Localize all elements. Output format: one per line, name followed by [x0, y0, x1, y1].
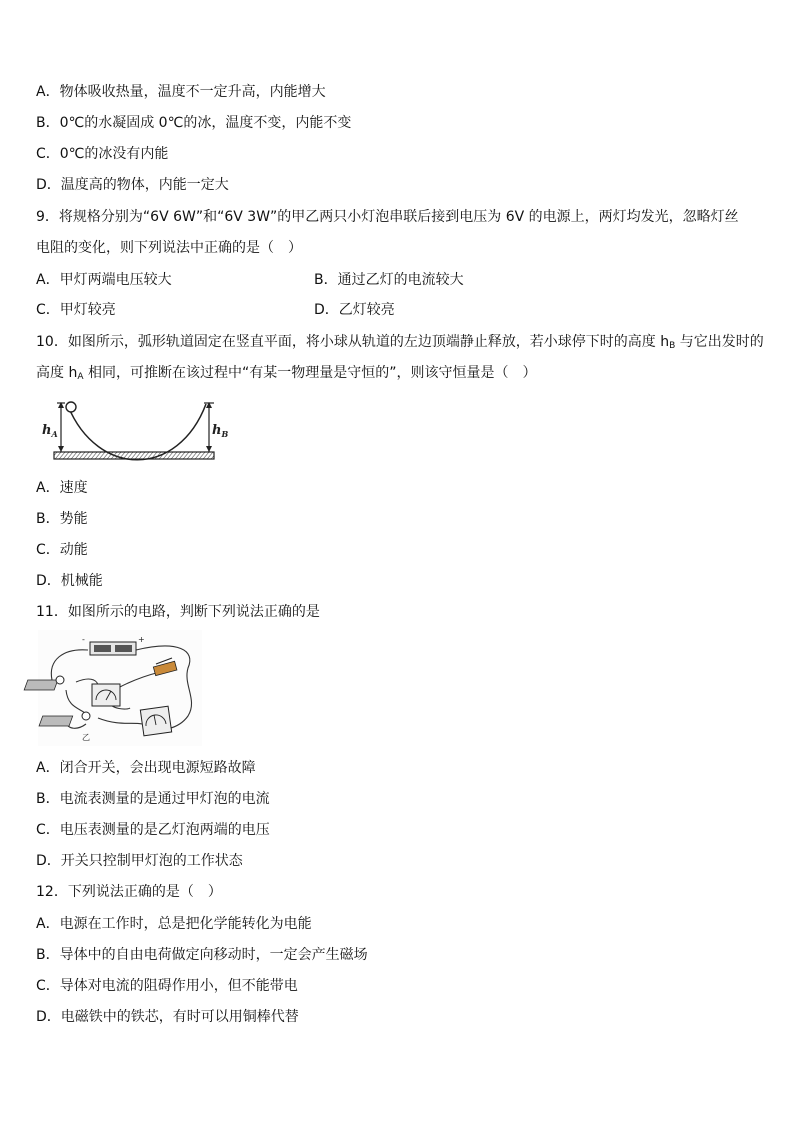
q8-option-d: D．温度高的物体，内能一定大 [36, 177, 229, 193]
q10-stem-line1-post: 与它出发时的 [675, 334, 764, 350]
q10-option-a: A．速度 [36, 480, 88, 496]
q9-option-c: C．甲灯较亮 [36, 302, 116, 318]
arc-track [68, 404, 206, 460]
height-arrow-a [57, 402, 65, 452]
label-h-b: $h_B$ [212, 423, 229, 439]
battery-plus-label: + [138, 635, 145, 644]
label-h-a: $h_A$ [42, 423, 58, 439]
q12-option-b: B．导体中的自由电荷做定向移动时，一定会产生磁场 [36, 947, 368, 963]
ground-hatch [54, 452, 214, 459]
ammeter [92, 684, 120, 706]
q8-option-b: B．0℃的水凝固成 0℃的冰，温度不变，内能不变 [36, 115, 352, 131]
q10-stem-line1-pre: 10．如图所示，弧形轨道固定在竖直平面，将小球从轨道的左边顶端静止释放，若小球停下时的高度 h [36, 334, 670, 350]
q12-stem: 12．下列说法正确的是（ ） [36, 884, 222, 900]
q12-option-c: C．导体对电流的阻碍作用小，但不能带电 [36, 978, 298, 994]
q10-option-d: D．机械能 [36, 573, 103, 589]
q10-option-c: C．动能 [36, 542, 88, 558]
battery-pack [90, 642, 136, 655]
q9-stem-line2: 电阻的变化，则下列说法中正确的是（ ） [36, 240, 302, 256]
q10-stem-line2 [36, 363, 536, 387]
battery-minus-label: - [82, 635, 85, 644]
q11-option-a: A．闭合开关，会出现电源短路故障 [36, 760, 256, 776]
q10-stem-line1-sub: B [669, 341, 676, 351]
arc-track-figure [38, 398, 229, 462]
q11-option-c: C．电压表测量的是乙灯泡两端的电压 [36, 822, 270, 838]
q9-option-b: B．通过乙灯的电流较大 [314, 272, 464, 288]
q9-option-d: D．乙灯较亮 [314, 302, 395, 318]
q12-option-d: D．电磁铁中的铁芯，有时可以用铜棒代替 [36, 1009, 299, 1025]
q10-stem-line2-pre: 高度 h [36, 365, 78, 381]
circuit-figure [38, 630, 202, 746]
q10-stem-line1 [36, 332, 764, 356]
q12-option-a: A．电源在工作时，总是把化学能转化为电能 [36, 916, 312, 932]
q11-stem: 11．如图所示的电路，判断下列说法正确的是 [36, 604, 320, 620]
q8-option-c: C．0℃的冰没有内能 [36, 146, 169, 162]
q10-stem-line2-sub: A [77, 372, 84, 382]
q11-option-b: B．电流表测量的是通过甲灯泡的电流 [36, 791, 270, 807]
q9-stem-line1: 9．将规格分别为“6V 6W”和“6V 3W”的甲乙两只小灯泡串联后接到电压为 6V 的电源上，两灯均发光，忽略灯丝 [36, 209, 739, 225]
q10-stem-line2-post: 相同，可推断在该过程中“有某一物理量是守恒的”，则该守恒量是（ ） [83, 365, 537, 381]
lamp-yi-label: 乙 [82, 733, 90, 742]
voltmeter [140, 706, 171, 736]
q8-option-a: A．物体吸收热量，温度不一定升高，内能增大 [36, 84, 326, 100]
ball [66, 402, 76, 412]
q10-option-b: B．势能 [36, 511, 88, 527]
q9-option-a: A．甲灯两端电压较大 [36, 272, 172, 288]
q11-option-d: D．开关只控制甲灯泡的工作状态 [36, 853, 243, 869]
